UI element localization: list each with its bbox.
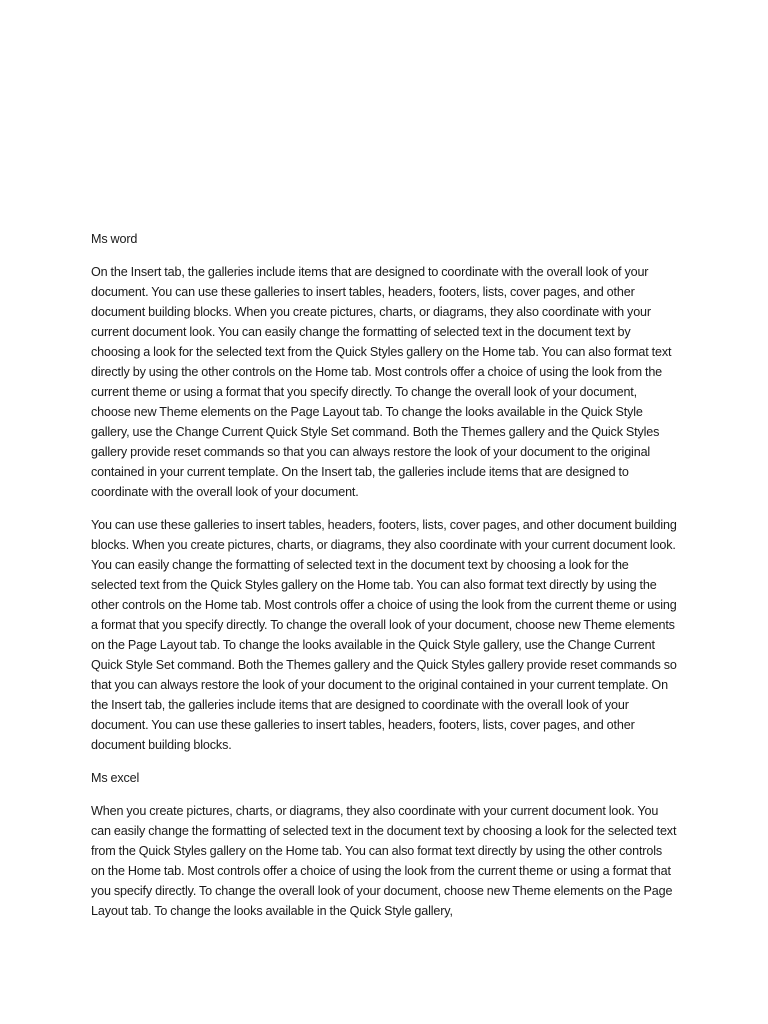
body-paragraph: You can use these galleries to insert tables, headers, footers, lists, cover pages, and other document building blocks. When you create pictures, charts, or diagrams, they also coordinate with your current document look. You can easily change the formatting of selected text in the document text by choosing a look for the selected text from the Quick Styles gallery on the Home tab. You can also format text directly by using the other controls on the Home tab. Most controls offer a choice of using the look from the current theme or using a format that you specify directly. To change the overall look of your document, choose new Theme elements on the Page Layout tab. To change the looks available in the Quick Style gallery, use the Change Current Quick Style Set command. Both the Themes gallery and the Quick Styles gallery provide reset commands so that you can always restore the look of your document to the original contained in your current template. On the Insert tab, the galleries include items that are designed to coordinate with the overall look of your document. You can use these galleries to insert tables, headers, footers, lists, cover pages, and other document building blocks. (91, 518, 677, 752)
section-heading-ms-excel: Ms excel (91, 771, 140, 785)
section-heading-ms-word: Ms word (91, 232, 138, 246)
document-body (91, 229, 677, 921)
body-paragraph: On the Insert tab, the galleries include items that are designed to coordinate with the overall look of your document. You can use these galleries to insert tables, headers, footers, lists, cover pages, and other document building blocks. When you create pictures, charts, or diagrams, they also coordinate with your current document look. You can easily change the formatting of selected text in the document text by choosing a look for the selected text from the Quick Styles gallery on the Home tab. You can also format text directly by using the other controls on the Home tab. Most controls offer a choice of using the look from the current theme or using a format that you specify directly. To change the overall look of your document, choose new Theme elements on the Page Layout tab. To change the looks available in the Quick Style gallery, use the Change Current Quick Style Set command. Both the Themes gallery and the Quick Styles gallery provide reset commands so that you can always restore the look of your document to the original contained in your current template. On the Insert tab, the galleries include items that are designed to coordinate with the overall look of your document. (91, 265, 672, 499)
body-paragraph: When you create pictures, charts, or diagrams, they also coordinate with your current document look. You can easily change the formatting of selected text in the document text by choosing a look for the selected text from the Quick Styles gallery on the Home tab. You can also format text directly by using the other controls on the Home tab. Most controls offer a choice of using the look from the current theme or using a format that you specify directly. To change the overall look of your document, choose new Theme elements on the Page Layout tab. To change the looks available in the Quick Style gallery, (91, 804, 677, 918)
